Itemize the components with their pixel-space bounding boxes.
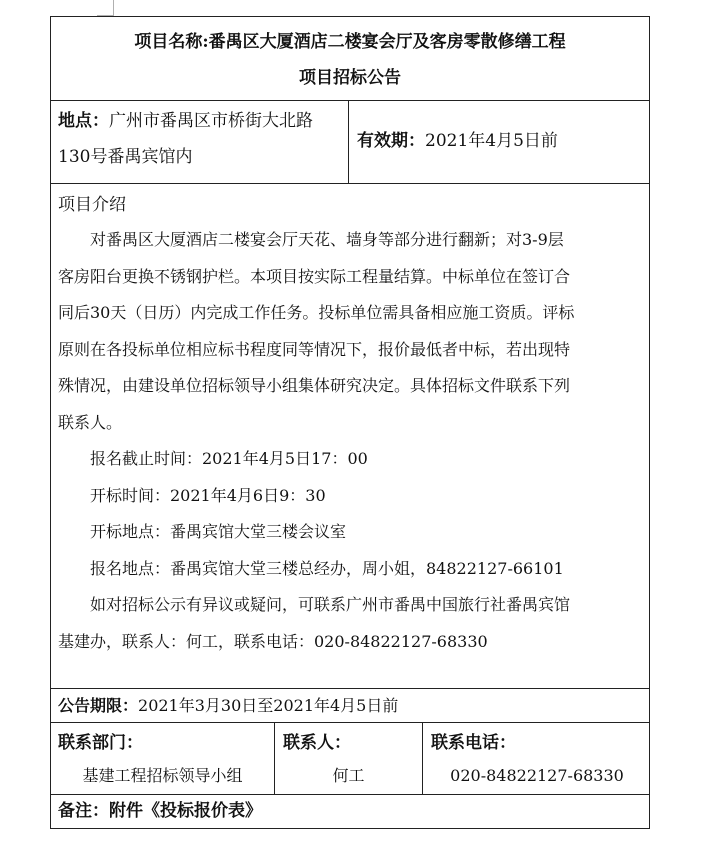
project-label: 项目名称 (134, 32, 203, 52)
person-value: 何工 (332, 766, 365, 785)
phone-cell (422, 723, 651, 794)
remarks-label: 备注：附件《投标报价表》 (58, 801, 262, 821)
dept-cell (51, 723, 274, 794)
dept-label: 联系部门： (58, 733, 143, 753)
project-title: 项目名称:番禺区大厦酒店二楼宴会厅及客房零散修缮工程 (134, 32, 566, 52)
intro-line: 对番禺区大厦酒店二楼宴会厅天花、墙身等部分进行翻新；对3-9层 (90, 230, 564, 249)
remarks-row (51, 795, 649, 828)
person-cell (274, 723, 422, 794)
announcement-table (50, 16, 650, 829)
intro-line: 同后30天（日历）内完成工作任务。投标单位需具备相应施工资质。评标 (58, 303, 575, 322)
phone-value: 020-84822127-68330 (450, 766, 624, 785)
objection-line2: 基建办，联系人：何工，联系电话：020-84822127-68330 (58, 631, 488, 651)
opening-place: 开标地点：番禺宾馆大堂三楼会议室 (90, 522, 347, 541)
intro-line: 原则在各投标单位相应标书程度同等情况下，报价最低者中标，若出现特 (58, 339, 571, 359)
dept-value: 基建工程招标领导小组 (82, 766, 243, 785)
intro-section (51, 184, 649, 689)
objection-line1: 如对招标公示有异议或疑问，可联系广州市番禺中国旅行社番禺宾馆 (90, 595, 571, 614)
notice-period-label: 公告期限： (58, 696, 139, 715)
crop-mark-vertical (113, 0, 114, 16)
validity-label: 有效期 (357, 131, 408, 151)
intro-line: 联系人。 (58, 412, 123, 432)
intro-line: 殊情况，由建设单位招标领导小组集体研究决定。具体招标文件联系下列 (58, 376, 571, 395)
notice-period-row (51, 689, 649, 723)
location-label: 地点 (58, 111, 92, 131)
announcement-subtitle: 项目招标公告 (299, 68, 401, 88)
validity-value: 2021年4月5日前 (425, 131, 558, 151)
location-line2: 130号番禺宾馆内 (58, 147, 193, 167)
person-label: 联系人： (283, 733, 351, 753)
contacts-row (51, 723, 649, 795)
registration-place: 报名地点：番禺宾馆大堂三楼总经办，周小姐，84822127-66101 (90, 558, 564, 578)
location-cell: 地点：广州市番禺区市桥街大北路 130号番禺宾馆内 (51, 101, 348, 183)
phone-label: 联系电话： (431, 733, 516, 753)
validity-cell: 有效期：2021年4月5日前 (348, 101, 651, 183)
title-row (51, 17, 649, 101)
registration-deadline: 报名截止时间：2021年4月5日17：00 (90, 449, 368, 468)
project-name: 番禺区大厦酒店二楼宴会厅及客房零散修缮工程 (208, 32, 566, 52)
location-line1: 广州市番禺区市桥街大北路 (109, 111, 313, 131)
intro-heading: 项目介绍 (58, 195, 126, 215)
opening-time: 开标时间：2021年4月6日9：30 (90, 485, 326, 505)
location-row (51, 101, 649, 184)
intro-line: 客房阳台更换不锈钢护栏。本项目按实际工程量结算。中标单位在签订合 (58, 266, 571, 286)
notice-period-value: 2021年3月30日至2021年4月5日前 (138, 696, 399, 715)
